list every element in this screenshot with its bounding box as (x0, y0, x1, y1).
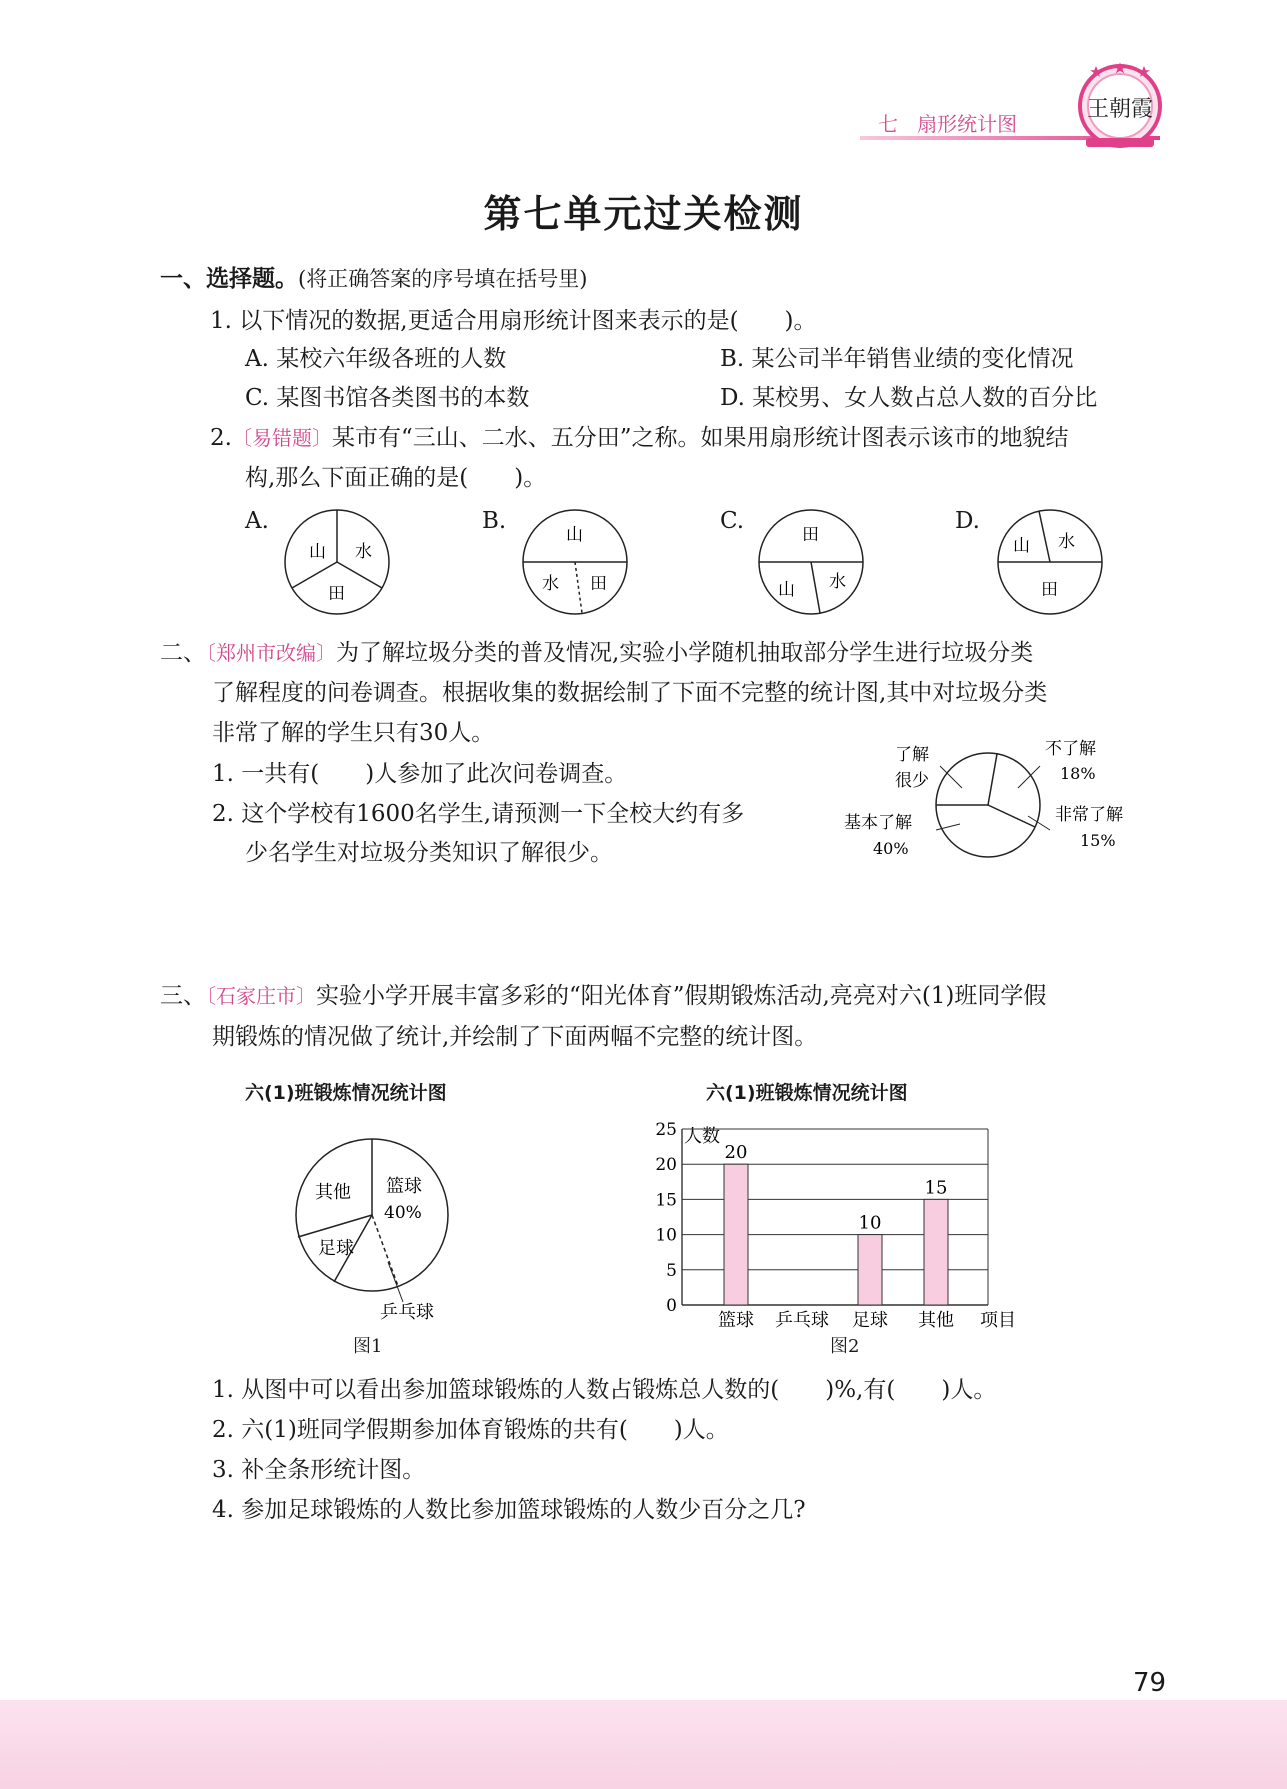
page-header (860, 60, 1190, 160)
x-tick-label: 乒乓球 (775, 1310, 829, 1331)
fig1-label-other: 其他 (315, 1182, 351, 1203)
pie-d-tian: 田 (1041, 580, 1058, 600)
part2-q2-line1: 2. 这个学校有1600名学生,请预测一下全校大约有多 (212, 801, 745, 827)
q1-2-pie-b (520, 507, 630, 617)
q1-2-line1 (210, 427, 1068, 450)
q1-2-label-b: B. (482, 508, 507, 534)
q1-1-option-d: D. 某校男、女人数占总人数的百分比 (720, 385, 1098, 411)
part2-line1 (160, 642, 1033, 665)
fig2-xticks (718, 1310, 954, 1331)
bar (924, 1199, 948, 1305)
survey-label-little-2: 很少 (895, 771, 929, 791)
section-label (878, 108, 1017, 137)
footer-band (0, 1700, 1287, 1789)
fig1-caption: 图1 (353, 1336, 383, 1357)
pie-c-shan: 山 (778, 580, 795, 600)
fig2-yticks (655, 1120, 677, 1316)
fig1-title: 六(1)班锻炼情况统计图 (245, 1082, 447, 1104)
fig2-title: 六(1)班锻炼情况统计图 (706, 1082, 908, 1104)
fig1-label-pingpong: 乒乓球 (380, 1302, 434, 1323)
survey-pct-none: 18% (1060, 764, 1096, 783)
page-number: 79 (1133, 1668, 1167, 1698)
bar (858, 1235, 882, 1305)
fig2-caption: 图2 (830, 1336, 860, 1357)
y-tick-label: 10 (655, 1225, 677, 1246)
q1-1-text: 1. 以下情况的数据,更适合用扇形统计图来表示的是( )。 (210, 308, 817, 334)
fig1-basketball-pct: 40% (384, 1203, 422, 1223)
bar-value-label: 20 (724, 1142, 748, 1164)
q1-1-option-b: B. 某公司半年销售业绩的变化情况 (720, 346, 1074, 372)
part3-q1: 1. 从图中可以看出参加篮球锻炼的人数占锻炼总人数的( )%,有( )人。 (212, 1377, 997, 1403)
y-tick-label: 0 (666, 1296, 677, 1316)
pie-a-tian: 田 (328, 584, 345, 604)
pie-c-shui: 水 (829, 572, 846, 592)
page-title: 第七单元过关检测 (483, 192, 804, 236)
part3-line1 (160, 985, 1046, 1008)
survey-label-basic: 基本了解 (844, 813, 912, 833)
part2-line1-text: 为了解垃圾分类的普及情况,实验小学随机抽取部分学生进行垃圾分类 (336, 640, 1034, 666)
brand-logo (1072, 60, 1168, 150)
fig1-label-football: 足球 (318, 1238, 354, 1259)
q1-2-label-a: A. (245, 508, 269, 534)
part2-num: 二、 (160, 640, 206, 666)
fig1-pie-chart (280, 1130, 480, 1330)
x-tick-label: 其他 (918, 1310, 954, 1331)
pie-b-tian: 田 (590, 574, 607, 594)
fig2-ylabel: 人数 (684, 1126, 720, 1147)
x-tick-label: 篮球 (718, 1310, 754, 1331)
part3-q2: 2. 六(1)班同学假期参加体育锻炼的共有( )人。 (212, 1417, 729, 1443)
part3-line1-text: 实验小学开展丰富多彩的“阳光体育”假期锻炼活动,亮亮对六(1)班同学假 (316, 983, 1047, 1009)
q1-2-pie-c (756, 507, 866, 617)
pie-d-shui: 水 (1058, 532, 1075, 552)
bar-value-label: 10 (858, 1212, 882, 1234)
bar (724, 1164, 748, 1305)
y-tick-label: 15 (655, 1190, 677, 1211)
q1-2-line1-text: 某市有“三山、二水、五分田”之称。如果用扇形统计图表示该市的地貌结 (331, 425, 1069, 451)
pie-b-shui: 水 (542, 574, 559, 594)
part1-instruction: (将正确答案的序号填在括号里) (298, 267, 588, 291)
part2-tag: 〔郑州市改编〕 (206, 641, 336, 665)
part3-q3: 3. 补全条形统计图。 (212, 1457, 426, 1483)
fig2-value-labels (725, 1142, 948, 1233)
fig1-label-basketball: 篮球 (386, 1176, 422, 1197)
section-number: 七 (878, 112, 898, 136)
survey-pie-chart (840, 730, 1160, 870)
part3-q4: 4. 参加足球锻炼的人数比参加篮球锻炼的人数少百分之几? (212, 1497, 806, 1523)
pie-a-shui: 水 (355, 542, 372, 562)
y-tick-label: 25 (655, 1120, 677, 1140)
pie-a-shan: 山 (309, 542, 326, 562)
q1-2-pie-a (282, 507, 392, 617)
q1-2-label-d: D. (955, 508, 980, 534)
survey-label-little-1: 了解 (895, 745, 929, 765)
q1-2-label-c: C. (720, 508, 745, 534)
pie-c-tian: 田 (802, 525, 819, 545)
survey-label-very: 非常了解 (1055, 805, 1123, 825)
q1-2-num: 2. (210, 425, 232, 451)
q1-1-option-c: C. 某图书馆各类图书的本数 (245, 385, 530, 411)
part1-heading-text: 一、选择题。 (160, 266, 298, 292)
part2-q2-line2: 少名学生对垃圾分类知识了解很少。 (245, 840, 613, 866)
fig2-xlabel: 项目 (980, 1310, 1016, 1331)
survey-label-none: 不了解 (1045, 739, 1096, 759)
part3-num: 三、 (160, 983, 206, 1009)
survey-pct-basic: 40% (873, 839, 909, 858)
part2-q1: 1. 一共有( )人参加了此次问卷调查。 (212, 761, 628, 787)
section-title: 扇形统计图 (917, 112, 1018, 136)
y-tick-label: 5 (666, 1260, 677, 1281)
fig2-bar-chart (640, 1115, 1040, 1335)
part3-line2: 期锻炼的情况做了统计,并绘制了下面两幅不完整的统计图。 (212, 1024, 818, 1050)
q1-2-tag: 〔易错题〕 (231, 426, 332, 450)
pie-d-shan: 山 (1013, 536, 1030, 556)
q1-2-line2: 构,那么下面正确的是( )。 (245, 465, 547, 491)
bar-value-label: 15 (924, 1177, 948, 1199)
q1-2-pie-d (995, 507, 1105, 617)
x-tick-label: 足球 (852, 1310, 888, 1331)
pie-b-shan: 山 (566, 525, 583, 545)
part2-line2: 了解程度的问卷调查。根据收集的数据绘制了下面不完整的统计图,其中对垃圾分类 (212, 680, 1048, 706)
logo-text: 王朝霞 (1086, 97, 1154, 122)
q1-1-option-a: A. 某校六年级各班的人数 (245, 346, 507, 372)
survey-pct-very: 15% (1080, 831, 1116, 850)
part1-heading (160, 268, 587, 291)
part2-line3: 非常了解的学生只有30人。 (212, 720, 495, 746)
y-tick-label: 20 (655, 1155, 677, 1176)
part3-tag: 〔石家庄市〕 (206, 984, 316, 1008)
